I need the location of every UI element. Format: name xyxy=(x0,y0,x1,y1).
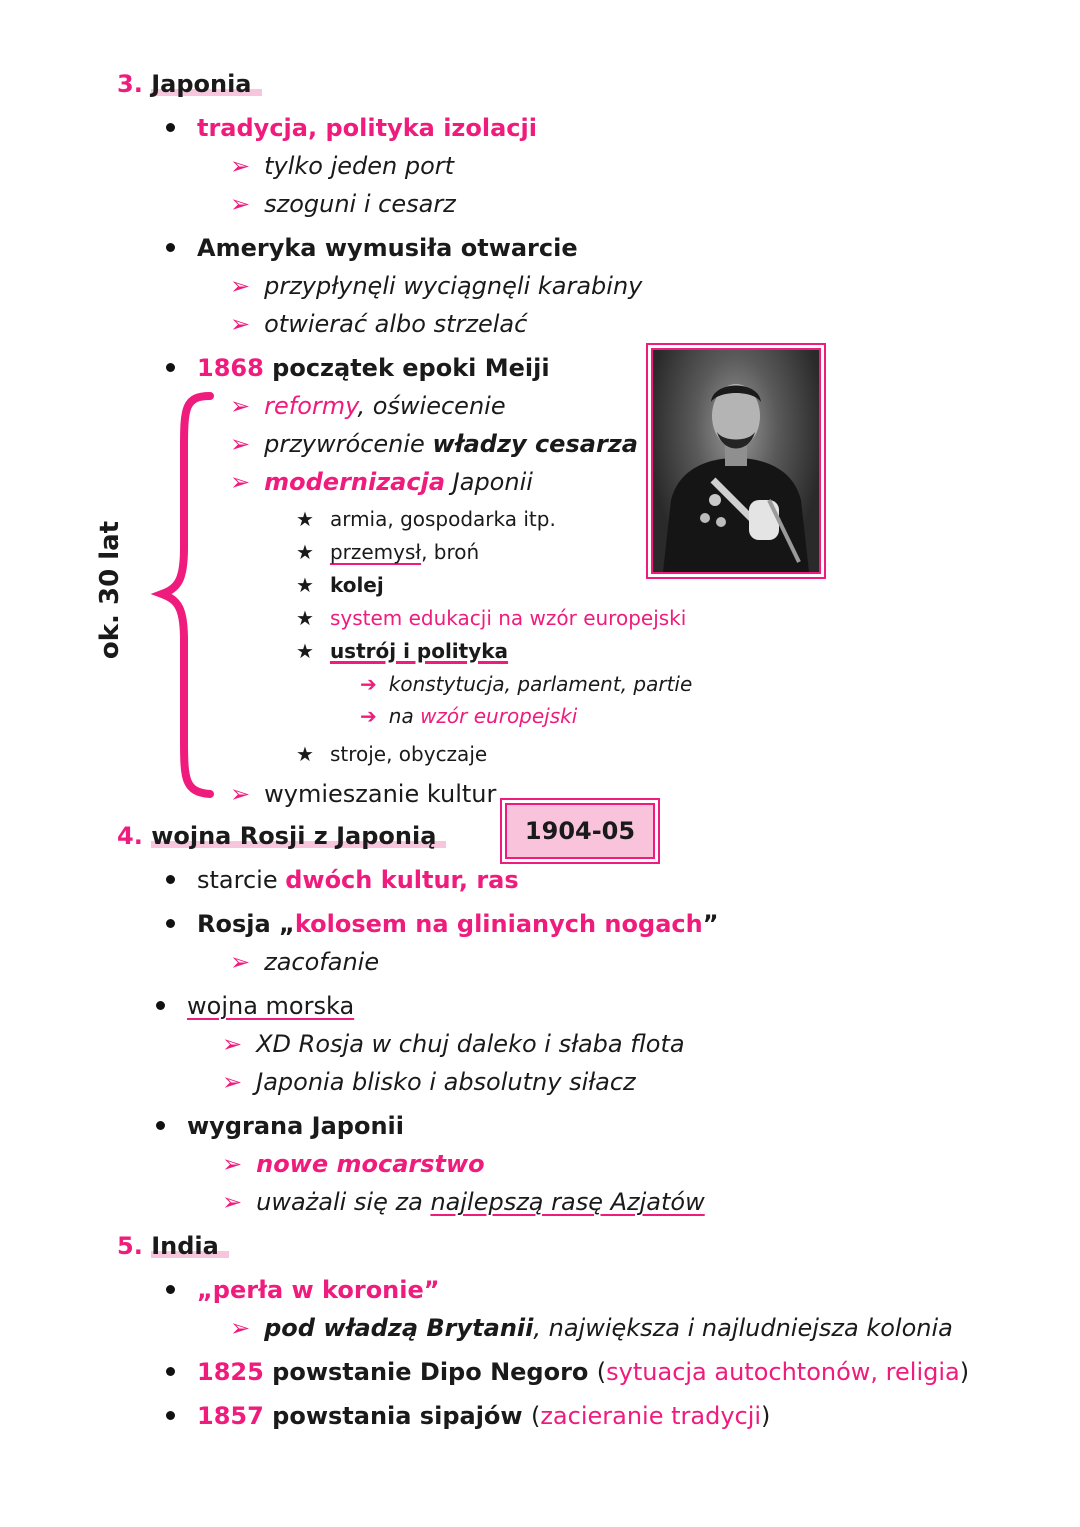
arrow-item: ➔ na wzór europejski xyxy=(360,704,578,728)
sub-item: ➢ zacofanie xyxy=(230,948,380,976)
sub-item: ➢ nowe mocarstwo xyxy=(222,1150,485,1178)
sub-item: ➢ pod władzą Brytanii, największa i najludniejsza kolonia xyxy=(230,1314,953,1342)
arrow-icon: ➢ xyxy=(230,948,251,976)
arrow-icon: ➢ xyxy=(230,430,251,458)
star-icon: ★ xyxy=(296,540,314,564)
arrow-icon: ➢ xyxy=(230,152,251,180)
section-number: 5. xyxy=(117,1232,143,1260)
arrow-icon: ➢ xyxy=(230,310,251,338)
star-icon: ★ xyxy=(296,742,314,766)
sub-item: ➢ Japonia blisko i absolutny siłacz xyxy=(222,1068,636,1096)
sub-item: ➢ wymieszanie kultur xyxy=(230,780,497,808)
star-icon: ★ xyxy=(296,639,314,663)
sub-item: ➢ modernizacja Japonii xyxy=(230,468,533,496)
arrow-icon: ➢ xyxy=(230,780,251,808)
right-arrow-icon: ➔ xyxy=(360,672,377,696)
arrow-icon: ➢ xyxy=(230,468,251,496)
bullet-1857: 1857 powstania sipajów (zacieranie tradycji) xyxy=(166,1402,770,1430)
star-icon: ★ xyxy=(296,606,314,630)
bullet-1825: 1825 powstanie Dipo Negoro (sytuacja autochtonów, religia) xyxy=(166,1358,969,1386)
bullet-russia: Rosja „kolosem na glinianych nogach” xyxy=(166,910,718,938)
arrow-item: ➔ konstytucja, parlament, partie xyxy=(360,672,693,696)
sub-item: ➢ uważali się za najlepszą rasę Azjatów xyxy=(222,1188,705,1216)
bullet-clash: starcie dwóch kultur, ras xyxy=(166,866,519,894)
sub-item: ➢ XD Rosja w chuj daleko i słaba flota xyxy=(222,1030,685,1058)
bullet-america: Ameryka wymusiła otwarcie xyxy=(166,234,578,262)
emperor-portrait-image xyxy=(651,348,821,574)
arrow-icon: ➢ xyxy=(230,392,251,420)
arrow-icon: ➢ xyxy=(222,1030,243,1058)
curly-brace-icon xyxy=(150,388,220,808)
arrow-icon: ➢ xyxy=(230,272,251,300)
sub-item: ➢ przywrócenie władzy cesarza xyxy=(230,430,638,458)
bullet-meiji: 1868 początek epoki Meiji xyxy=(166,354,550,382)
sub-item: ➢ tylko jeden port xyxy=(230,152,455,180)
arrow-icon: ➢ xyxy=(230,190,251,218)
section-title: India xyxy=(151,1232,229,1260)
section-number: 4. xyxy=(117,822,143,850)
sub-item: ➢ przypłynęli wyciągnęli karabiny xyxy=(230,272,643,300)
star-item: ★ stroje, obyczaje xyxy=(296,742,488,766)
bullet-japan-win: wygrana Japonii xyxy=(156,1112,404,1140)
star-icon: ★ xyxy=(296,573,314,597)
sub-item: ➢ reformy, oświecenie xyxy=(230,392,506,420)
sub-item: ➢ otwierać albo strzelać xyxy=(230,310,528,338)
section-5-heading xyxy=(117,1232,229,1260)
arrow-icon: ➢ xyxy=(222,1188,243,1216)
arrow-icon: ➢ xyxy=(230,1314,251,1342)
bullet-pearl: „perła w koronie” xyxy=(166,1276,440,1304)
star-item: ★ armia, gospodarka itp. xyxy=(296,507,556,531)
brace-label: ok. 30 lat xyxy=(95,520,125,660)
bullet-naval-war: wojna morska xyxy=(156,992,354,1020)
arrow-icon: ➢ xyxy=(222,1068,243,1096)
section-3-heading xyxy=(117,70,262,98)
date-badge: 1904-05 xyxy=(505,803,655,859)
section-4-heading xyxy=(117,822,446,850)
right-arrow-icon: ➔ xyxy=(360,704,377,728)
section-number: 3. xyxy=(117,70,143,98)
star-item: ★ system edukacji na wzór europejski xyxy=(296,606,687,630)
arrow-icon: ➢ xyxy=(222,1150,243,1178)
sub-item: ➢ szoguni i cesarz xyxy=(230,190,456,218)
star-item: ★ kolej xyxy=(296,573,384,597)
star-item: ★ ustrój i polityka xyxy=(296,639,509,663)
section-title: Japonia xyxy=(151,70,261,98)
emperor-portrait-icon xyxy=(653,350,819,572)
section-title: wojna Rosji z Japonią xyxy=(151,822,446,850)
star-icon: ★ xyxy=(296,507,314,531)
star-item: ★ przemysł, broń xyxy=(296,540,480,564)
bullet-isolation: tradycja, polityka izolacji xyxy=(166,114,537,142)
